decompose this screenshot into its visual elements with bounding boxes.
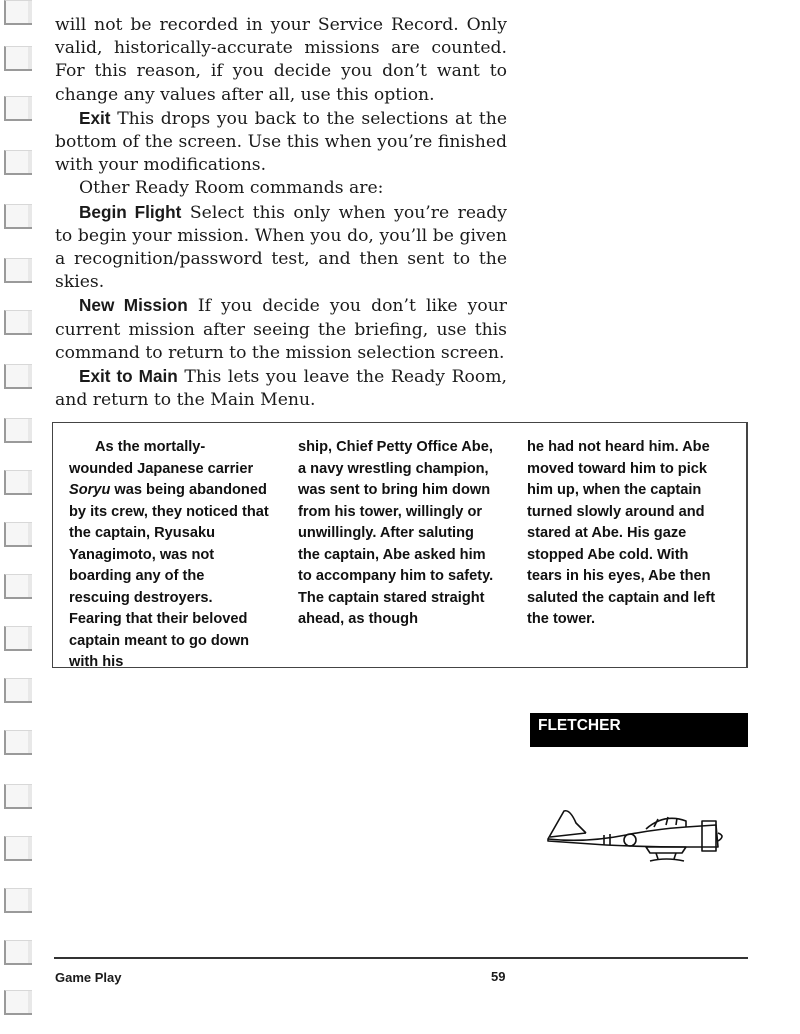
paragraph: will not be recorded in your Service Record. Only valid, historically-accurate missions are counted. For this reason, if you decide you don’t want to change any values after all, use this option. <box>55 15 507 105</box>
term-exit-to-main: Exit to Main <box>79 366 178 387</box>
binding-ring <box>4 678 32 703</box>
binding-ring <box>4 522 32 547</box>
binding-ring <box>4 150 32 175</box>
binding-ring <box>4 626 32 651</box>
footer-section: Game Play <box>55 970 122 985</box>
sidebar-text: he had not heard him. Abe moved toward him to pick him up, when the captain turned slowly around and stared at Abe. His gaze stopped Abe cold. With tears in his eyes, Abe then saluted the captain and left the tower. <box>527 439 716 627</box>
binding-ring <box>4 836 32 861</box>
paragraph-text: This drops you back to the selections at the bottom of the screen. Use this when you’re finished with your modifications. <box>55 108 507 176</box>
body-text <box>55 14 507 412</box>
aircraft-silhouette-icon <box>546 803 736 873</box>
sidebar-text-part: As the mortally-wounded Japanese carrier <box>69 439 254 477</box>
binding-ring <box>4 470 32 495</box>
footer-rule <box>54 957 748 959</box>
binding-ring <box>4 574 32 599</box>
term-new-mission: New Mission <box>79 295 188 316</box>
paragraph-exit-to-main <box>55 365 507 412</box>
binding-ring <box>4 418 32 443</box>
binding-ring <box>4 888 32 913</box>
ship-label: FLETCHER <box>530 713 748 747</box>
paragraph-begin-flight <box>55 201 507 295</box>
binding-ring <box>4 310 32 335</box>
sidebar-box <box>52 422 746 668</box>
paragraph-text: Select this only when you’re ready to begin your mission. When you do, you’ll be given a recognition/password test, and then sent to the skies. <box>55 202 507 293</box>
page-number: 59 <box>491 969 506 984</box>
binding-ring <box>4 940 32 965</box>
sidebar-text: ship, Chief Petty Office Abe, a navy wrestling champion, was sent to bring him down from his tower, willingly or unwillingly. After saluting the captain, Abe asked him to accompany him to safety. The captain stared straight ahead, as though <box>298 439 494 627</box>
paragraph: Other Ready Room commands are: <box>79 178 384 199</box>
sidebar-column-2 <box>298 437 498 631</box>
term-exit: Exit <box>79 107 111 128</box>
sidebar-border <box>746 422 748 668</box>
sidebar-text <box>69 437 269 674</box>
binding-ring <box>4 96 32 121</box>
binding-ring <box>4 258 32 283</box>
binding-ring <box>4 990 32 1015</box>
binding-ring <box>4 784 32 809</box>
sidebar-column-3 <box>527 437 727 631</box>
paragraph-exit <box>55 107 507 178</box>
ship-name: Soryu <box>69 482 111 498</box>
paragraph-text: This lets you leave the Ready Room, and return to the Main Menu. <box>55 367 507 411</box>
paragraph-text: If you decide you don’t like your current mission after seeing the briefing, use this command to return to the mission selection screen. <box>55 296 507 363</box>
term-begin-flight: Begin Flight <box>79 201 182 222</box>
spiral-binding <box>0 0 40 1034</box>
binding-ring <box>4 46 32 71</box>
sidebar-column-1 <box>69 437 269 674</box>
sidebar-text-part: was being abandoned by its crew, they noticed that the captain, Ryusaku Yanagimoto, was not boarding any of the rescuing destroyers. Fearing that their beloved captain meant to go down with his <box>69 482 269 670</box>
paragraph-new-mission <box>55 294 507 365</box>
binding-ring <box>4 364 32 389</box>
binding-ring <box>4 204 32 229</box>
binding-ring <box>4 0 32 25</box>
binding-ring <box>4 730 32 755</box>
